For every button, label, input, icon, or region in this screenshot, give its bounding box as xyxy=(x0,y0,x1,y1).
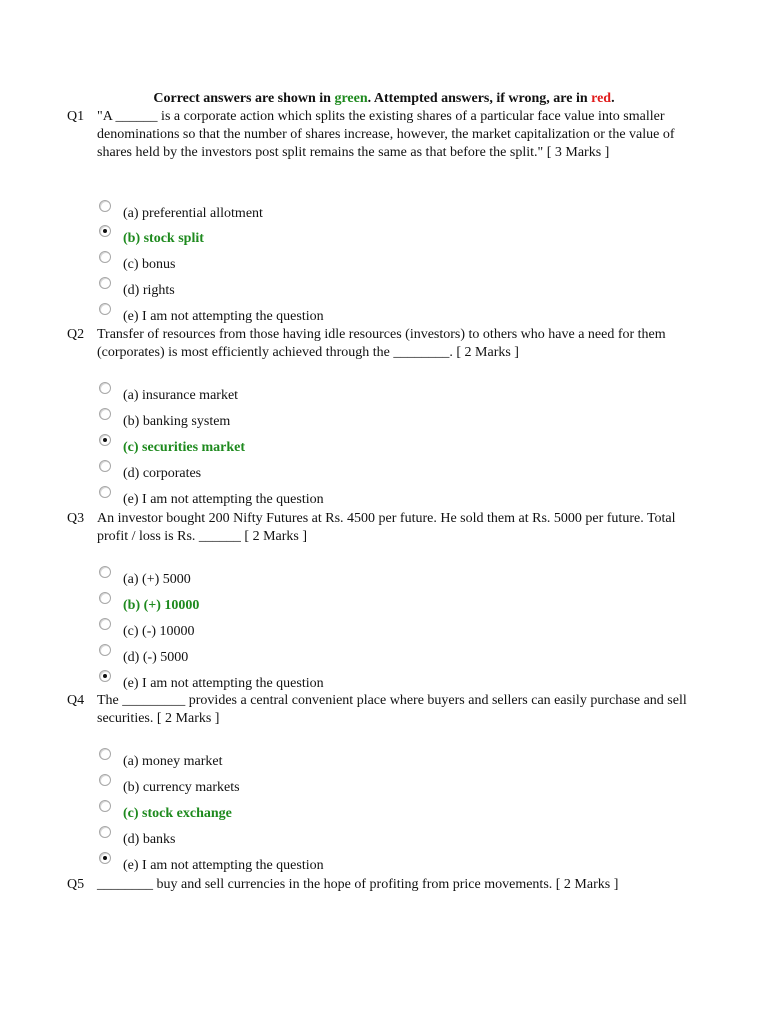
option-e[interactable] xyxy=(97,486,677,512)
option-a[interactable] xyxy=(97,200,677,226)
radio-button[interactable] xyxy=(99,251,111,263)
radio-button[interactable] xyxy=(99,592,111,604)
option-label: (e) I am not attempting the question xyxy=(123,492,324,507)
option-label: (e) I am not attempting the question xyxy=(123,676,324,691)
option-label: (c) (-) 10000 xyxy=(123,624,195,639)
radio-button[interactable] xyxy=(99,774,111,786)
radio-button[interactable] xyxy=(99,434,111,446)
radio-button[interactable] xyxy=(99,748,111,760)
option-label: (d) (-) 5000 xyxy=(123,650,189,665)
legend-red-word: red xyxy=(591,91,612,106)
option-label: (a) preferential allotment xyxy=(123,206,263,221)
option-label: (d) corporates xyxy=(123,466,202,481)
legend-text-2: . Attempted answers, if wrong, are in xyxy=(367,91,592,106)
option-d[interactable] xyxy=(97,644,677,670)
radio-button[interactable] xyxy=(99,277,111,289)
radio-button[interactable] xyxy=(99,618,111,630)
option-label: (c) stock exchange xyxy=(123,806,232,821)
radio-button[interactable] xyxy=(99,670,111,682)
option-c[interactable] xyxy=(97,251,677,277)
option-d[interactable] xyxy=(97,826,677,852)
radio-button[interactable] xyxy=(99,486,111,498)
option-a[interactable] xyxy=(97,382,677,408)
option-label: (a) (+) 5000 xyxy=(123,572,191,587)
option-b[interactable] xyxy=(97,225,677,251)
option-label: (b) currency markets xyxy=(123,780,240,795)
option-a[interactable] xyxy=(97,748,677,774)
radio-button[interactable] xyxy=(99,644,111,656)
option-label: (e) I am not attempting the question xyxy=(123,309,324,324)
question-number: Q5 xyxy=(67,877,85,892)
question-text: The _________ provides a central convenient place where buyers and sellers can easily purchase and sell securities. [ 2 Marks ] xyxy=(97,693,687,726)
question-text: ________ buy and sell currencies in the hope of profiting from price movements. [ 2 Marks ] xyxy=(97,877,619,892)
option-c[interactable] xyxy=(97,618,677,644)
radio-button[interactable] xyxy=(99,200,111,212)
question-number: Q3 xyxy=(67,511,85,526)
answer-key-legend xyxy=(0,90,768,108)
radio-button[interactable] xyxy=(99,408,111,420)
option-d[interactable] xyxy=(97,460,677,486)
option-b[interactable] xyxy=(97,774,677,800)
radio-button[interactable] xyxy=(99,566,111,578)
question-number: Q4 xyxy=(67,693,85,708)
radio-button[interactable] xyxy=(99,800,111,812)
option-label: (d) banks xyxy=(123,832,176,847)
question-number: Q1 xyxy=(67,109,85,124)
option-label: (e) I am not attempting the question xyxy=(123,858,324,873)
radio-button[interactable] xyxy=(99,382,111,394)
question-text: Transfer of resources from those having idle resources (investors) to others who have a need for them (corporates) is most efficiently achieved through the ________. [ 2 Marks ] xyxy=(97,327,666,360)
radio-button[interactable] xyxy=(99,225,111,237)
option-c[interactable] xyxy=(97,434,677,460)
option-c[interactable] xyxy=(97,800,677,826)
radio-button[interactable] xyxy=(99,303,111,315)
question-text: An investor bought 200 Nifty Futures at Rs. 4500 per future. He sold them at Rs. 5000 per future. Total profit / loss is Rs. ______ [ 2 Marks ] xyxy=(97,511,676,544)
option-a[interactable] xyxy=(97,566,677,592)
radio-button[interactable] xyxy=(99,852,111,864)
option-b[interactable] xyxy=(97,408,677,434)
option-label: (b) banking system xyxy=(123,414,231,429)
option-label: (b) stock split xyxy=(123,231,204,246)
option-e[interactable] xyxy=(97,852,677,878)
option-label: (d) rights xyxy=(123,283,175,298)
radio-button[interactable] xyxy=(99,460,111,472)
question-text: "A ______ is a corporate action which splits the existing shares of a particular face value into smaller denominations so that the number of shares increase, however, the market capitalization or the value of shares held by the investors post split remains the same as that before the split." [ 3 Marks ] xyxy=(97,109,675,160)
question-number: Q2 xyxy=(67,327,85,342)
option-label: (a) money market xyxy=(123,754,223,769)
option-label: (c) securities market xyxy=(123,440,246,455)
radio-button[interactable] xyxy=(99,826,111,838)
option-label: (a) insurance market xyxy=(123,388,239,403)
legend-green-word: green xyxy=(334,91,368,106)
legend-text-1: Correct answers are shown in xyxy=(153,91,335,106)
option-label: (b) (+) 10000 xyxy=(123,598,200,613)
legend-text-3: . xyxy=(611,91,615,106)
option-label: (c) bonus xyxy=(123,257,176,272)
option-d[interactable] xyxy=(97,277,677,303)
option-b[interactable] xyxy=(97,592,677,618)
